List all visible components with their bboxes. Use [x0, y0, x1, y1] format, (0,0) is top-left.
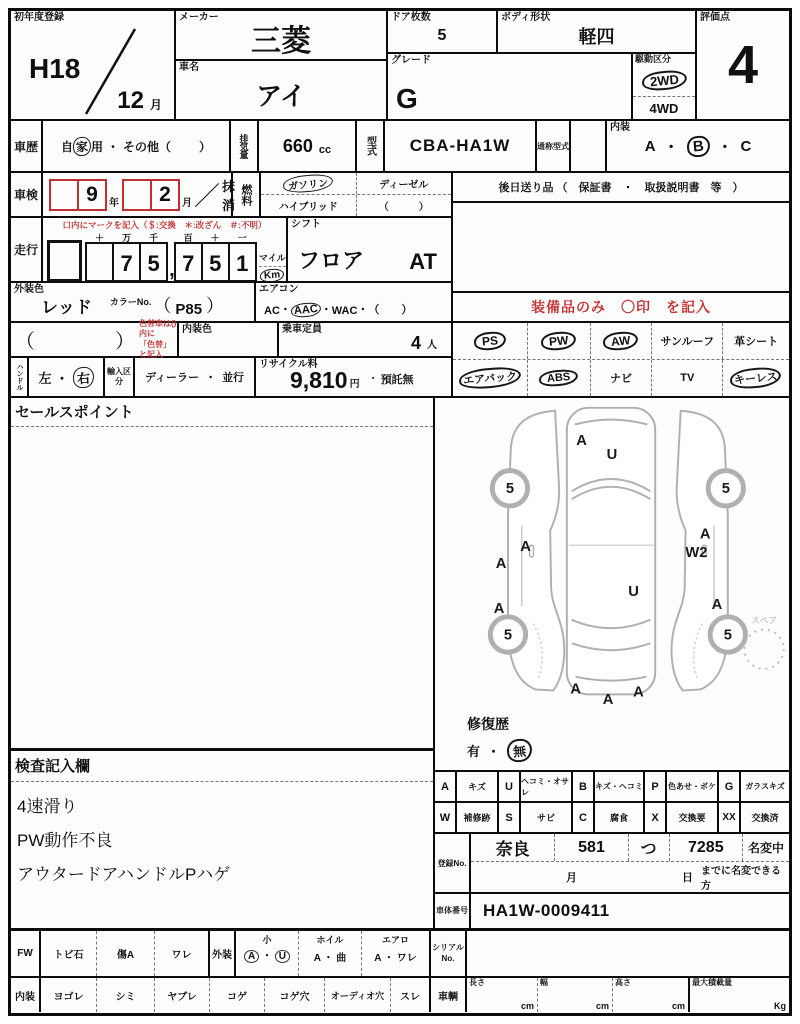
doors-value: 5 — [437, 26, 447, 44]
maker-label: メーカー — [179, 12, 219, 23]
legend-code: C — [573, 803, 595, 832]
interior-grade-cell: 内装 A ・ B ・ C — [610, 122, 752, 156]
car-name-value: アイ — [256, 80, 306, 111]
inspector-note-line: アウタードアハンドルPハゲ — [17, 865, 231, 884]
capacity-label: 乗車定員 — [282, 324, 322, 335]
spare-label: スペア — [750, 615, 778, 626]
usage-dot: ・ — [107, 139, 120, 154]
width-cell: 幅 cm — [538, 978, 613, 1012]
body-shape-cell — [498, 11, 697, 52]
import-value-cell: ディーラー ・ 並行 — [135, 358, 256, 396]
drive-type-cell — [633, 54, 697, 119]
int-audio-hole: オーディオ穴 — [325, 978, 391, 1012]
body-shape-value: 軽四 — [578, 26, 615, 47]
fuel-diesel: ディーゼル — [379, 180, 429, 191]
odometer-comma: , — [169, 259, 175, 281]
equip-navi: ナビ — [610, 373, 632, 385]
color-change-note: 色替車は()内に 「色替」と記入 — [139, 318, 177, 359]
equip-aw: AW — [603, 330, 640, 351]
legend-desc: 交換要 — [667, 803, 719, 832]
exterior-color-row — [11, 283, 451, 323]
spare-tire-circle — [744, 630, 783, 669]
color-no-value: P85 — [175, 301, 203, 318]
car-name-label: 車名 — [179, 62, 199, 73]
car-name-cell — [176, 61, 388, 119]
registration-label: 登録No. — [435, 834, 471, 892]
interior-grade-a: A — [644, 137, 656, 155]
aero-cell: エアロ A ・ ワレ — [362, 931, 431, 976]
length-cell: 長さ cm — [467, 978, 538, 1012]
sales-point-box — [11, 398, 433, 748]
inspector-note-line: PW動作不良 — [17, 831, 113, 850]
doors-cell — [388, 11, 498, 52]
color-no-label: カラーNo. — [109, 297, 152, 307]
exterior-color-value: レッド — [41, 298, 92, 317]
fuel-label: 燃料 — [233, 173, 261, 216]
exterior-color-label: 外装色 — [14, 284, 44, 295]
ext-u-option: U — [275, 950, 290, 963]
year-suffix: 年 — [109, 198, 119, 209]
repair-history-label: 修復歴 — [467, 716, 509, 732]
legend-desc: 色あせ・ボケ — [667, 772, 719, 801]
interior-color-cell — [179, 323, 279, 356]
maker-value: 三菱 — [251, 25, 311, 58]
damage-mark: A — [602, 692, 614, 709]
legend-code: B — [573, 772, 595, 801]
registration-kana: つ — [629, 834, 670, 861]
unit-mile: マイル — [258, 253, 286, 263]
doors-label: ドア枚数 — [391, 12, 431, 23]
damage-legend-table — [435, 770, 789, 832]
import-parallel: 並行 — [222, 372, 245, 384]
grade-cell — [388, 54, 633, 119]
wheel-mark: 5 — [505, 481, 515, 498]
repair-yes: 有 — [467, 744, 481, 759]
grade-label: グレード — [391, 55, 431, 66]
grade-value: G — [396, 83, 418, 114]
first-registration-label: 初年度登録 — [14, 12, 64, 23]
damage-mark: A — [633, 684, 644, 701]
damage-mark: A — [570, 681, 582, 698]
wheel-a-option: A — [313, 953, 321, 964]
legend-code: W — [435, 803, 457, 832]
aircon-aac: AAC — [290, 302, 321, 319]
odometer-digit-box: ＋ — [85, 242, 114, 282]
shift-label: シフト — [291, 219, 321, 230]
recycle-cell: リサイクル料 9,810 円 ・ 預託無 — [259, 359, 414, 393]
int-wear: スレ — [391, 978, 431, 1012]
fuel-grid — [261, 173, 451, 216]
inspector-note-line: 4速滑り — [17, 797, 78, 816]
month-suffix: 月 — [149, 98, 162, 112]
maker-name-column — [176, 11, 388, 119]
inspection-year-boxes — [49, 179, 107, 211]
displacement-label: 排気量 — [231, 121, 259, 171]
aircon-ac: AC — [264, 305, 280, 317]
odometer-cell — [43, 218, 288, 281]
aircon-wac: WAC — [331, 305, 358, 317]
fw-label: FW — [11, 931, 41, 976]
recycle-label: リサイクル料 — [259, 359, 318, 370]
fuel-hybrid: ハイブリッド — [278, 202, 338, 213]
odometer-mark-box — [47, 240, 82, 282]
registration-block — [435, 832, 789, 892]
wheel-mark: 5 — [723, 627, 732, 644]
exterior-small-cell: 小 A ・ U — [236, 931, 299, 976]
inspection-date-cell — [43, 173, 236, 216]
main-right-column — [435, 398, 789, 928]
vehicle-label: 車輌 — [431, 978, 467, 1012]
legend-code: A — [435, 772, 457, 801]
fuel-other: （ ） — [378, 202, 429, 213]
aircon-label: エアコン — [259, 284, 299, 295]
legend-code: XX — [719, 803, 741, 832]
registration-number: 7285 — [670, 834, 743, 861]
legend-desc: キズ・ヘコミ — [595, 772, 645, 801]
registration-region: 奈良 — [471, 834, 555, 861]
color-change-cell — [11, 318, 179, 359]
inspection-row — [11, 173, 451, 218]
bottom-row-interior — [11, 976, 789, 1012]
exterior-section-label: 外装 — [210, 931, 236, 976]
max-load-cell: 最大積載量 Kg — [692, 978, 786, 1011]
deadline-month: 月 — [566, 872, 577, 884]
recycle-deposit: 預託無 — [380, 374, 414, 386]
car-damage-diagram — [435, 398, 789, 714]
vin-value: HA1W-0009411 — [483, 901, 610, 920]
bottom-row-exterior — [11, 928, 789, 976]
vin-block — [435, 892, 789, 928]
vin-label: 車体番号 — [435, 894, 471, 928]
legend-code: S — [499, 803, 521, 832]
fw-scratch: 傷A — [97, 931, 155, 976]
legend-desc: ガラスキズ — [745, 782, 785, 791]
mileage-row — [11, 218, 451, 283]
legend-code: U — [499, 772, 521, 801]
sales-point-label: セールスポイント — [11, 398, 433, 427]
middle-left-column — [11, 173, 451, 396]
auction-sheet — [8, 8, 792, 1016]
inspection-month-boxes — [122, 179, 180, 211]
equip-keyless: キーレス — [730, 366, 783, 390]
handle-row — [11, 358, 451, 396]
inspection-year-value: 9 — [77, 181, 105, 209]
first-registration-year: H18 — [29, 53, 81, 84]
legend-desc: 交換済 — [751, 813, 779, 823]
later-items-header: 後日送り品 （ 保証書 ・ 取扱説明書 等 ） — [453, 173, 789, 203]
history-label: 車歴 — [11, 121, 43, 171]
repair-history-block: 修復歴 有 ・ 無 — [435, 714, 789, 770]
import-label: 輸入区分 — [105, 358, 135, 396]
handle-left: 左 — [38, 370, 52, 386]
ext-a-option: A — [244, 950, 259, 963]
inspector-notes-box — [11, 748, 433, 928]
model-code-label: 型式 — [357, 121, 385, 171]
height-cell: 高さ cm — [613, 978, 690, 1012]
registration-deadline-row — [471, 862, 789, 892]
body-shape-label: ボディ形状 — [501, 12, 551, 23]
legend-desc: 補修跡 — [457, 803, 499, 832]
first-registration-month: 12 — [117, 87, 144, 114]
int-burn-hole: コゲ穴 — [265, 978, 325, 1012]
wheel-bend-option: 曲 — [336, 953, 347, 964]
usage-other: その他（ — [123, 139, 172, 154]
shift-type: フロア — [298, 248, 365, 273]
equip-abs: ABS — [538, 368, 578, 387]
shift-trans: AT — [409, 249, 437, 274]
odometer-unit — [259, 251, 286, 282]
equip-tv: TV — [680, 372, 695, 384]
int-tear: ヤブレ — [155, 978, 210, 1012]
inspection-slash: ／ — [194, 181, 221, 211]
damage-mark: A — [493, 600, 505, 617]
legend-code: P — [645, 772, 667, 801]
inspector-notes-label: 検査記入欄 — [11, 751, 433, 782]
drive-2wd-option: 2WD — [641, 69, 687, 92]
model-code-cell — [385, 121, 537, 171]
maker-cell — [176, 11, 388, 61]
serial-value-cell — [467, 931, 789, 976]
interior-section-label: 内装 — [11, 978, 41, 1012]
equipment-row-1 — [453, 323, 789, 360]
displacement-unit: cc — [318, 144, 332, 156]
fw-crack: ワレ — [155, 931, 210, 976]
fw-stone-chip: トビ石 — [41, 931, 97, 976]
drive-4wd-option: 4WD — [649, 100, 679, 116]
odometer-digit-box: 万 7 — [112, 242, 141, 282]
header-row — [11, 11, 789, 121]
drive-type-label: 駆動区分 — [635, 54, 672, 64]
aero-a-option: A — [374, 953, 382, 964]
interior-color-label: 内装色 — [182, 324, 212, 335]
recycle-fee: 9,810 — [290, 367, 348, 393]
interior-grade-c: C — [740, 137, 752, 155]
equip-leather: 革シート — [734, 336, 779, 348]
int-dirt: ヨゴレ — [41, 978, 97, 1012]
capacity-cell — [279, 323, 451, 356]
usage-private-circled: 家 — [72, 136, 92, 156]
wheel-cell: ホイル A ・ 曲 — [299, 931, 362, 976]
middle-band — [11, 173, 789, 398]
odometer-digit-box: 千 5 — [139, 242, 168, 282]
damage-mark: A — [576, 433, 587, 450]
handle-right: 右 — [72, 366, 95, 389]
damage-mark: A — [699, 526, 711, 543]
odometer-digit-box: ＋ 5 — [201, 242, 230, 282]
registration-status: 名変中 — [748, 841, 785, 855]
aero-crack-option: ワレ — [396, 953, 417, 964]
odometer-group2 — [176, 233, 257, 282]
displacement-cell — [259, 121, 357, 171]
damage-mark: A — [520, 539, 531, 556]
later-items-space — [453, 203, 789, 291]
score-value: 4 — [727, 35, 759, 95]
inspection-label: 車検 — [11, 173, 43, 216]
deadline-note: までに名変できる方 — [701, 866, 781, 892]
exterior-color-cell: 外装色 レッド カラーNo. （ P85 ） — [11, 283, 256, 321]
interior-grade-b: B — [686, 135, 711, 158]
shift-cell — [288, 218, 451, 281]
equip-ps: PS — [473, 331, 506, 352]
interior-grade-label: 内装 — [610, 122, 630, 133]
aircon-cell: エアコン AC ・ AAC ・ WAC ・ （ ） — [259, 284, 413, 318]
serial-label: シリアル No. — [431, 931, 467, 976]
equip-airbag: エアバック — [458, 365, 522, 390]
legend-desc: サビ — [521, 803, 573, 832]
usage-private-post: 用 — [90, 139, 103, 154]
equip-pw: PW — [540, 330, 577, 351]
model-code-value: CBA-HA1W — [409, 136, 511, 155]
damage-mark: A — [711, 596, 723, 613]
common-code-label: 通称型式 — [537, 121, 571, 171]
damage-mark: A — [495, 555, 507, 572]
sales-point-content — [11, 427, 433, 467]
color-change-paren: （ ） — [15, 331, 135, 353]
wheel-mark: 5 — [721, 481, 730, 498]
repair-no: 無 — [506, 738, 533, 763]
unit-km: Km — [260, 268, 285, 283]
equipment-header: 装備品のみ 〇印 を記入 — [453, 291, 789, 323]
common-code-cell — [571, 121, 607, 171]
deadline-day: 日 — [682, 872, 693, 884]
main-band — [11, 398, 789, 928]
damage-mark: W2 — [685, 544, 708, 561]
color-change-row — [11, 318, 451, 359]
handle-label: ハンドル — [11, 358, 29, 396]
score-label: 評価点 — [700, 12, 730, 23]
legend-desc: 腐食 — [595, 803, 645, 832]
import-dealer: ディーラー — [144, 372, 200, 384]
month-suffix2: 月 — [182, 198, 192, 209]
capacity-value: 4 — [410, 333, 421, 353]
damage-mark: U — [628, 584, 639, 601]
usage-cell — [43, 121, 231, 171]
mileage-label: 走行 — [11, 218, 43, 281]
equipment-row-2 — [453, 360, 789, 396]
middle-right-column — [451, 173, 789, 396]
odometer-digit-box: 一 1 — [228, 242, 257, 282]
usage-private-pre: 自 — [60, 139, 73, 154]
first-registration-cell — [11, 11, 176, 119]
odometer-note: 口内にマークを記入（＄:交換 ＊:改ざん ＃:不明） — [62, 220, 267, 230]
inspection-erased: 抹消 — [222, 178, 236, 213]
history-row — [11, 121, 789, 173]
equip-sunroof: サンルーフ — [660, 336, 715, 348]
usage-close: ） — [199, 139, 212, 154]
main-left-column — [11, 398, 435, 928]
legend-code: X — [645, 803, 667, 832]
score-cell — [697, 11, 789, 119]
odometer-group1 — [87, 233, 168, 282]
legend-desc: キズ — [457, 772, 499, 801]
int-burn: コゲ — [210, 978, 265, 1012]
grade-column — [388, 11, 697, 119]
capacity-unit: 人 — [427, 340, 437, 351]
legend-code: G — [719, 772, 741, 801]
registration-class: 581 — [555, 834, 628, 861]
damage-mark: U — [606, 446, 618, 463]
int-stain: シミ — [97, 978, 155, 1012]
fuel-gasoline: ガソリン — [283, 173, 334, 194]
odometer-digit-box: 百 7 — [174, 242, 203, 282]
legend-desc: ヘコミ・オサレ — [521, 772, 573, 801]
wheel-mark: 5 — [503, 627, 513, 644]
car-diagram-svg — [435, 398, 789, 714]
aircon-other: （ ） — [368, 304, 413, 316]
inspection-month-value: 2 — [150, 181, 178, 209]
displacement-value: 660 — [282, 135, 313, 156]
handle-value-cell: 左 ・ 右 — [29, 358, 105, 396]
